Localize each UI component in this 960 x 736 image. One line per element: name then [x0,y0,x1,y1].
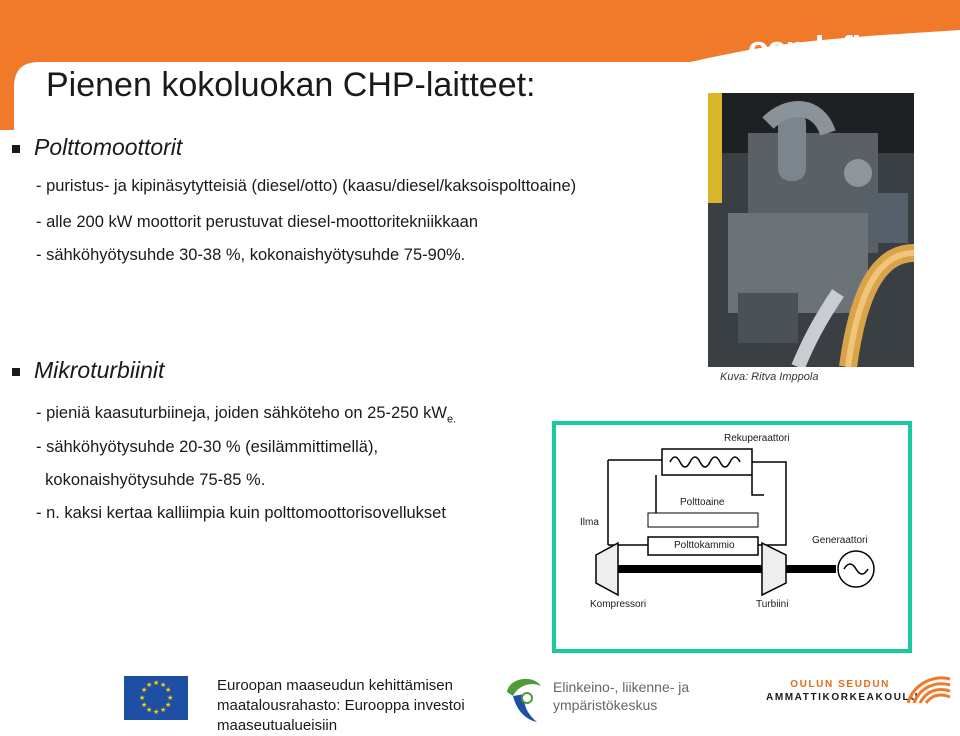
recuperator-shape [662,449,752,475]
text-line [36,404,456,425]
page-title: Pienen kokoluokan CHP-laitteet: [46,66,536,104]
svg-text:★: ★ [141,701,148,709]
footer-line: maatalousrahasto: Eurooppa investoi [217,697,465,714]
ely-line: ympäristökeskus [553,697,658,713]
svg-text:★: ★ [160,681,167,689]
svg-text:★: ★ [165,701,172,709]
text-line: - sähköhyötysuhde 20-30 % (esilämmittimellä), [36,438,379,456]
svg-text:★: ★ [165,686,172,694]
text-line: - sähköhyötysuhde 30-38 %, kokonaishyötysuhde 75-90%. [36,246,466,264]
label-recuperator: Rekuperaattori [724,433,790,444]
oamk-school-name [766,678,920,704]
label-air: Ilma [580,517,599,528]
section-heading-text: Mikroturbiinit [34,357,165,383]
svg-text:★: ★ [160,706,167,714]
text-line: - puristus- ja kipinäsytytteisiä (diesel/otto) (kaasu/diesel/kaksoispolttoaine) [36,177,577,195]
footer-line: Euroopan maaseudun kehittämisen [217,677,453,694]
text-line: - n. kaksi kertaa kalliimpia kuin polttomoottorisovellukset [36,504,446,522]
label-fuel: Polttoaine [680,497,725,508]
oamk-line: OULUN SEUDUN [790,679,890,690]
ely-text [553,678,689,714]
engine-photo [708,93,914,367]
label-generator: Generaattori [812,535,868,546]
photo-caption: Kuva: Ritva Imppola [720,371,819,383]
label-turbine: Turbiini [756,599,789,610]
oamk-logo: oamk.fi [748,30,861,68]
section-heading-microturbines [12,357,164,384]
svg-text:★: ★ [153,679,160,687]
ely-emblem-icon [503,672,547,724]
text-line: - alle 200 kW moottorit perustuvat diesel-moottoritekniikkaan [36,213,479,231]
section-heading-text: Polttomoottorit [34,134,183,160]
label-compressor: Kompressori [590,599,647,610]
ely-logo [503,672,703,724]
eu-flag-logo [124,676,188,720]
subscript: e. [446,413,457,426]
oamk-line: AMMATTIKORKEAKOULU [766,692,920,703]
label-combustor: Polttokammio [674,540,735,551]
square-bullet-icon [12,145,20,153]
svg-text:★: ★ [139,694,146,702]
footer-line: maaseutualueisiin [217,717,338,734]
svg-text:★: ★ [146,681,153,689]
eu-fund-text [217,676,465,736]
oamk-fan-icon [904,669,954,705]
svg-text:★: ★ [153,708,160,716]
svg-text:★: ★ [141,686,148,694]
svg-text:★: ★ [146,706,153,714]
ely-line: Elinkeino-, liikenne- ja [553,679,690,695]
text-line: kokonaishyötysuhde 75-85 %. [36,471,266,489]
svg-text:★: ★ [167,694,174,702]
microturbine-diagram [552,421,912,653]
square-bullet-icon [12,368,20,376]
section-heading-engines [12,134,182,161]
text-line-main: - pieniä kaasuturbiineja, joiden sähköteho on 25-250 kW [36,404,447,422]
